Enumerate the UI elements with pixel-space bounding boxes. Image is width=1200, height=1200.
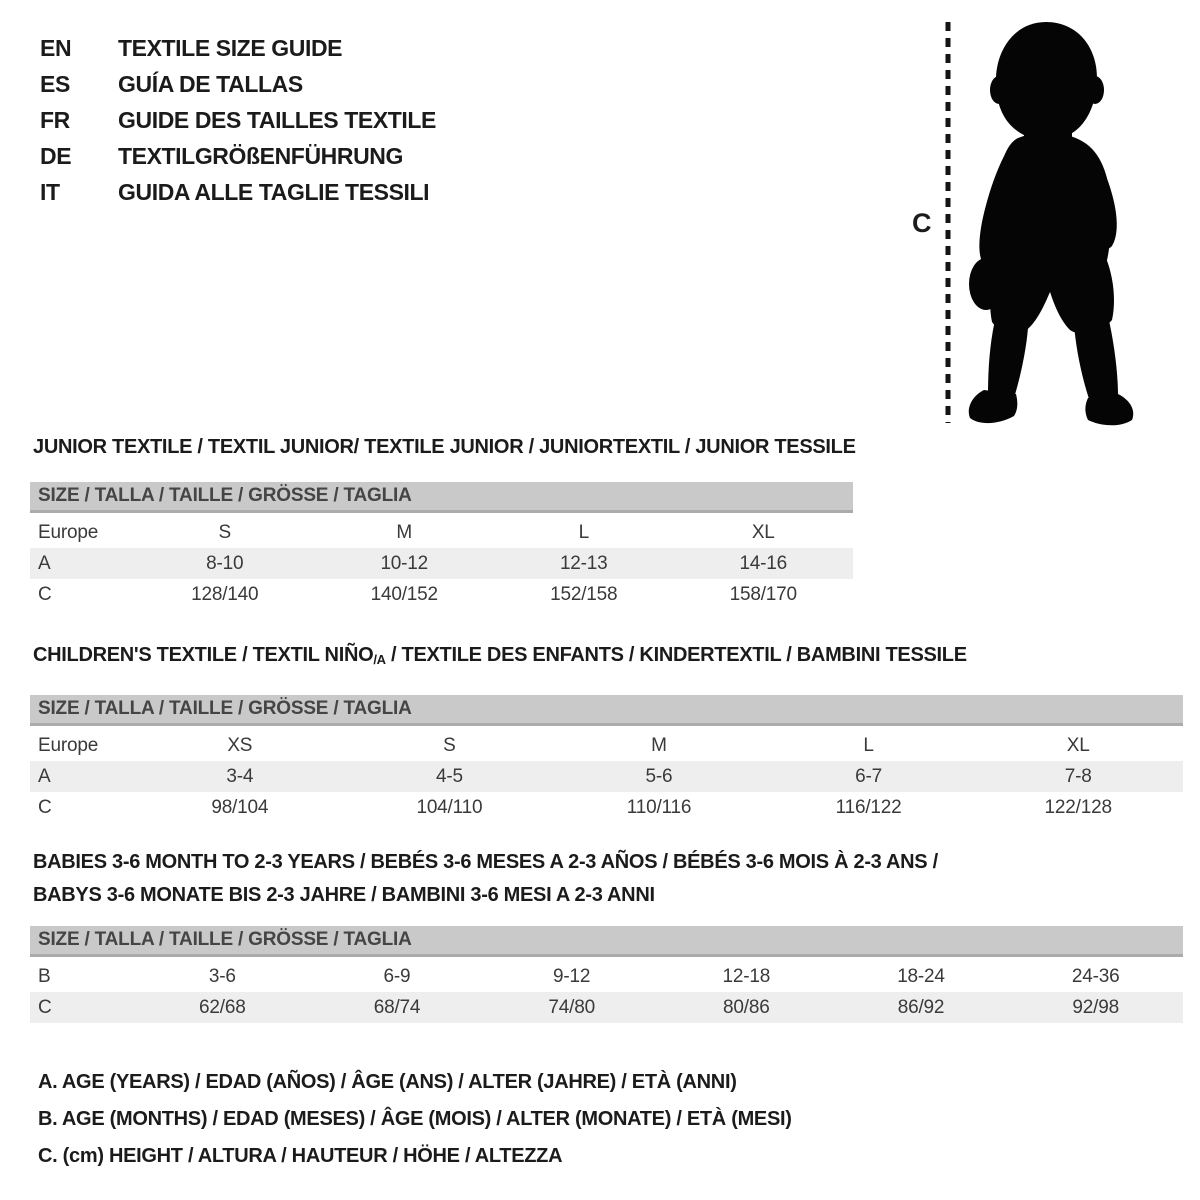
- height-cell: 152/158: [550, 583, 618, 605]
- row-label: A: [38, 552, 51, 574]
- height-cell: 80/86: [723, 996, 770, 1018]
- age-cell: 14-16: [739, 552, 788, 574]
- babies-heading-line2: BABYS 3-6 MONATE BIS 2-3 JAHRE / BAMBINI 3-6 MESI A 2-3 ANNI: [33, 884, 655, 906]
- height-cell: 158/170: [729, 583, 797, 605]
- row-label: B: [38, 965, 51, 987]
- age-cell: 6-7: [855, 765, 883, 787]
- height-cell: 128/140: [191, 583, 259, 605]
- babies-table-rows: [30, 961, 1183, 1023]
- size-cell: M: [396, 521, 413, 543]
- lang-code: DE: [40, 142, 72, 169]
- children-heading-pre: CHILDREN'S TEXTILE / TEXTIL NIÑO: [33, 644, 374, 666]
- guide-title: TEXTILE SIZE GUIDE: [118, 34, 343, 61]
- children-table: [30, 695, 1183, 823]
- lang-row-de: [40, 138, 436, 174]
- table-row-age-years: [30, 548, 853, 579]
- row-label: A: [38, 765, 51, 787]
- age-cell: 3-4: [226, 765, 254, 787]
- row-label: C: [38, 583, 52, 605]
- height-cell: 116/122: [835, 796, 902, 818]
- table-row-age-years: [30, 761, 1183, 792]
- row-label: C: [38, 996, 52, 1018]
- height-measure-label: C: [912, 208, 932, 238]
- table-row-europe: [30, 517, 853, 548]
- size-header-bar: SIZE / TALLA / TAILLE / GRÖSSE / TAGLIA: [30, 695, 1183, 726]
- age-cell: 6-9: [383, 965, 411, 987]
- lang-row-it: [40, 174, 436, 210]
- age-cell: 24-36: [1071, 965, 1120, 987]
- size-cell: L: [863, 734, 874, 756]
- language-title-list: [40, 30, 436, 210]
- lang-code: FR: [40, 106, 70, 133]
- junior-section: [30, 436, 856, 610]
- height-cell: 68/74: [373, 996, 421, 1018]
- lang-code: EN: [40, 34, 72, 61]
- height-cell: 62/68: [199, 996, 246, 1018]
- children-heading-sub: /A: [373, 652, 386, 667]
- size-cell: S: [218, 521, 231, 543]
- lang-row-es: [40, 66, 436, 102]
- height-cell: 86/92: [897, 996, 945, 1018]
- children-section: [30, 644, 1183, 823]
- legend-age-months: B. AGE (MONTHS) / EDAD (MESES) / ÂGE (MOIS) / ALTER (MONATE) / ETÀ (MESI): [38, 1108, 792, 1130]
- junior-heading: JUNIOR TEXTILE / TEXTIL JUNIOR/ TEXTILE JUNIOR / JUNIORTEXTIL / JUNIOR TESSILE: [33, 436, 856, 458]
- size-cell: S: [443, 734, 456, 756]
- lang-row-fr: [40, 102, 436, 138]
- row-label: Europe: [38, 521, 99, 543]
- height-dashed-line-icon: [943, 20, 953, 425]
- height-cell: 92/98: [1072, 996, 1119, 1018]
- height-cell: 74/80: [548, 996, 595, 1018]
- children-heading: [33, 644, 1183, 671]
- height-measure-figure: [900, 12, 1155, 440]
- age-cell: 9-12: [553, 965, 591, 987]
- age-cell: 12-18: [722, 965, 771, 987]
- babies-section: [30, 851, 1183, 1023]
- measurement-legend: [38, 1064, 792, 1175]
- lang-row-en: [40, 30, 436, 66]
- height-cell: 122/128: [1044, 796, 1112, 818]
- junior-table-rows: [30, 517, 853, 610]
- age-cell: 8-10: [206, 552, 244, 574]
- age-cell: 18-24: [897, 965, 945, 987]
- table-row-height-cm: [30, 579, 853, 610]
- guide-title: GUIDA ALLE TAGLIE TESSILI: [118, 178, 430, 205]
- age-cell: 12-13: [559, 552, 608, 574]
- age-cell: 3-6: [208, 965, 236, 987]
- size-header-bar: SIZE / TALLA / TAILLE / GRÖSSE / TAGLIA: [30, 482, 853, 513]
- table-row-height-cm: [30, 792, 1183, 823]
- guide-title: TEXTILGRÖßENFÜHRUNG: [118, 142, 403, 169]
- size-header-bar: SIZE / TALLA / TAILLE / GRÖSSE / TAGLIA: [30, 926, 1183, 957]
- age-cell: 7-8: [1064, 765, 1092, 787]
- guide-title: GUIDE DES TAILLES TEXTILE: [118, 106, 436, 133]
- toddler-silhouette-icon: [958, 12, 1143, 440]
- height-cell: 110/116: [626, 796, 692, 818]
- age-cell: 10-12: [380, 552, 429, 574]
- age-cell: 4-5: [435, 765, 463, 787]
- babies-heading-line1: BABIES 3-6 MONTH TO 2-3 YEARS / BEBÉS 3-6 MESES A 2-3 AÑOS / BÉBÉS 3-6 MOIS À 2-3 ANS /: [33, 851, 938, 873]
- table-row-height-cm: [30, 992, 1183, 1023]
- junior-table: [30, 482, 853, 610]
- row-label: Europe: [38, 734, 99, 756]
- lang-code: ES: [40, 70, 70, 97]
- legend-height-cm: C. (cm) HEIGHT / ALTURA / HAUTEUR / HÖHE / ALTEZZA: [38, 1145, 563, 1167]
- table-row-europe: [30, 730, 1183, 761]
- size-cell: XL: [751, 521, 775, 543]
- table-row-age-months: [30, 961, 1183, 992]
- age-cell: 5-6: [645, 765, 673, 787]
- size-cell: M: [651, 734, 667, 756]
- lang-code: IT: [40, 178, 60, 205]
- legend-age-years: A. AGE (YEARS) / EDAD (AÑOS) / ÂGE (ANS) / ALTER (JAHRE) / ETÀ (ANNI): [38, 1071, 737, 1093]
- row-label: C: [38, 796, 52, 818]
- height-cell: 98/104: [211, 796, 269, 818]
- babies-table: [30, 926, 1183, 1023]
- guide-title: GUÍA DE TALLAS: [118, 70, 303, 97]
- size-cell: XS: [227, 734, 253, 756]
- size-cell: L: [578, 521, 589, 543]
- height-cell: 140/152: [370, 583, 438, 605]
- height-cell: 104/110: [416, 796, 483, 818]
- children-heading-post: / TEXTILE DES ENFANTS / KINDERTEXTIL / BAMBINI TESSILE: [385, 644, 967, 666]
- size-cell: XL: [1066, 734, 1090, 756]
- children-table-rows: [30, 730, 1183, 823]
